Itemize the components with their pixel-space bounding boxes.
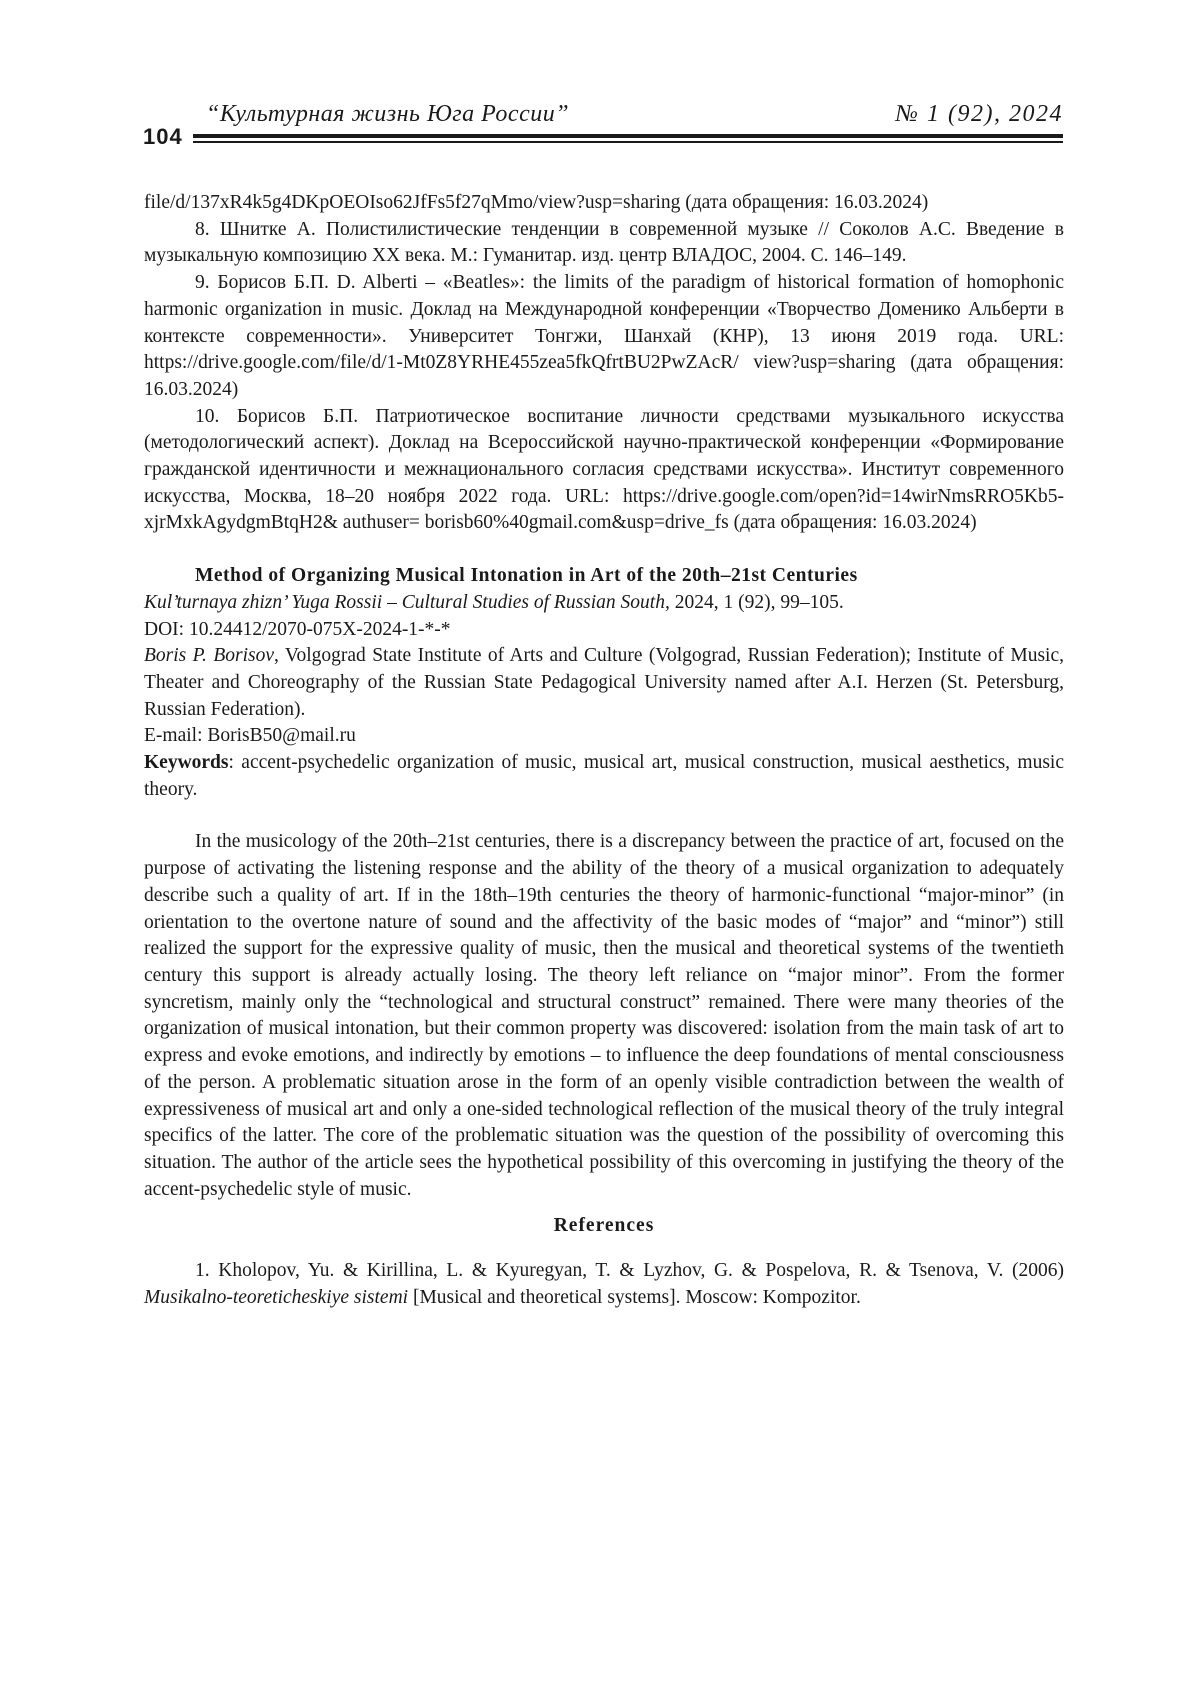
spacer bbox=[144, 803, 1064, 829]
page-number: 104 bbox=[143, 124, 183, 149]
keywords-text: : accent-psychedelic organization of music, musical art, musical construction, musical aesthetics, music theory. bbox=[144, 752, 1064, 800]
journal-title: “Культурная жизнь Юга России” bbox=[206, 101, 570, 127]
spacer bbox=[144, 537, 1064, 563]
keywords-label: Keywords bbox=[144, 752, 229, 774]
references-heading: References bbox=[553, 1215, 655, 1237]
page-content bbox=[144, 190, 1064, 1311]
abstract: In the musicology of the 20th–21st centuries, there is a discrepancy between the practice of art, focused on the purpose of activating the listening response and the ability of the theory of a musical organization to adequately describe such a quality of art. If in the 18th–19th centuries the theory of harmonic-functional “major-minor” (in orientation to the overtone nature of sound and the affectivity of the basic modes of “major” and “minor”) still realized the support for the expressive quality of music, then the musical and theoretical systems of the twentieth century this support is already actually losing. The theory left reliance on “major minor”. From the former syncretism, mainly only the “technological and structural construct” remained. There were many theories of the organization of musical intonation, but their common property was discovered: isolation from the main task of art to express and evoke emotions, and indirectly by emotions – to influence the deep foundations of mental consciousness of the person. A problematic situation arose in the form of an openly visible contradiction between the wealth of expressiveness of musical art and only a one-sided technological reflection of the musical theory of the truly integral specifics of the latter. The core of the problematic situation was the question of the possibility of overcoming this situation. The author of the article sees the hypothetical possibility of this overcoming in justifying the theory of the accent-psychedelic style of music. bbox=[144, 831, 1064, 1200]
author-affiliation: , Volgograd State Institute of Arts and Culture (Volgograd, Russian Federation); Institute of Music, Theater and Choreography of the Russian State Pedagogical University named after A.I. Herzen (St. Petersburg, Russian Federation). bbox=[144, 645, 1064, 720]
article-title: Method of Organizing Musical Intonation in Art of the 20th–21st Centuries bbox=[195, 565, 858, 587]
citation-journal: Kul’turnaya zhizn’ Yuga Rossii – Cultural Studies of Russian South, bbox=[144, 591, 670, 613]
reference-9: 9. Борисов Б.П. D. Alberti – «Beatles»: the limits of the paradigm of historical formation of homophonic harmonic organization in music. Доклад на Международной конференции «Творчество Доменико Альберти в контексте современности». Университет Тонгжи, Шанхай (КНР), 13 июня 2019 года. URL: https://drive.google.com/file/d/1-Mt0Z8YRHE455zea5fkQfrtBU2PwZAcR/ view?usp=sharing (дата обращения: 16.03.2024) bbox=[144, 272, 1064, 400]
article-citation bbox=[144, 590, 1064, 617]
running-header bbox=[143, 100, 1063, 150]
header-rule-thick bbox=[193, 134, 1063, 138]
reference-1 bbox=[144, 1258, 1064, 1311]
reference-7-tail: file/d/137xR4k5g4DKpOEOIso62JfFs5f27qMmo/view?usp=sharing (дата обращения: 16.03.2024) bbox=[144, 192, 929, 213]
issue-number: № 1 (92), 2024 bbox=[895, 101, 1063, 127]
ref1-title: Musikalno-teoreticheskiye sistemi bbox=[144, 1286, 409, 1308]
reference-8: 8. Шнитке А. Полистилистические тенденции в современной музыке // Соколов А.С. Введение в музыкальную композицию XX века. М.: Гуманитар. изд. центр ВЛАДОС, 2004. С. 146–149. bbox=[144, 218, 1064, 267]
article-doi: DOI: 10.24412/2070-075X-2024-1-*-* bbox=[144, 618, 451, 640]
author-email: E-mail: BorisB50@mail.ru bbox=[144, 725, 356, 747]
author-name: Boris P. Borisov bbox=[144, 645, 274, 667]
header-rule-thin bbox=[193, 141, 1063, 143]
ref1-authors: 1. Kholopov, Yu. & Kirillina, L. & Kyuregyan, T. & Lyzhov, G. & Pospelova, R. & Tsenova, V. (2006) bbox=[195, 1260, 1064, 1282]
reference-10: 10. Борисов Б.П. Патриотическое воспитание личности средствами музыкального искусства (методологический аспект). Доклад на Всероссийской научно-практической конференции «Формирование гражданской идентичности и межнационального согласия средствами искусства». Институт современного искусства, Москва, 18–20 ноября 2022 года. URL: https://drive.google.com/open?id=14wirNmsRRO5Kb5-xjrMxkAgydgmBtqH2& authuser= borisb60%40gmail.com&usp=drive_fs (дата обращения: 16.03.2024) bbox=[144, 405, 1064, 534]
keywords-block bbox=[144, 750, 1064, 803]
references-heading-wrap bbox=[144, 1213, 1064, 1240]
author-block bbox=[144, 643, 1064, 723]
citation-details: 2024, 1 (92), 99–105. bbox=[669, 591, 844, 613]
ref1-rest: [Musical and theoretical systems]. Moscow: Kompozitor. bbox=[408, 1286, 861, 1308]
